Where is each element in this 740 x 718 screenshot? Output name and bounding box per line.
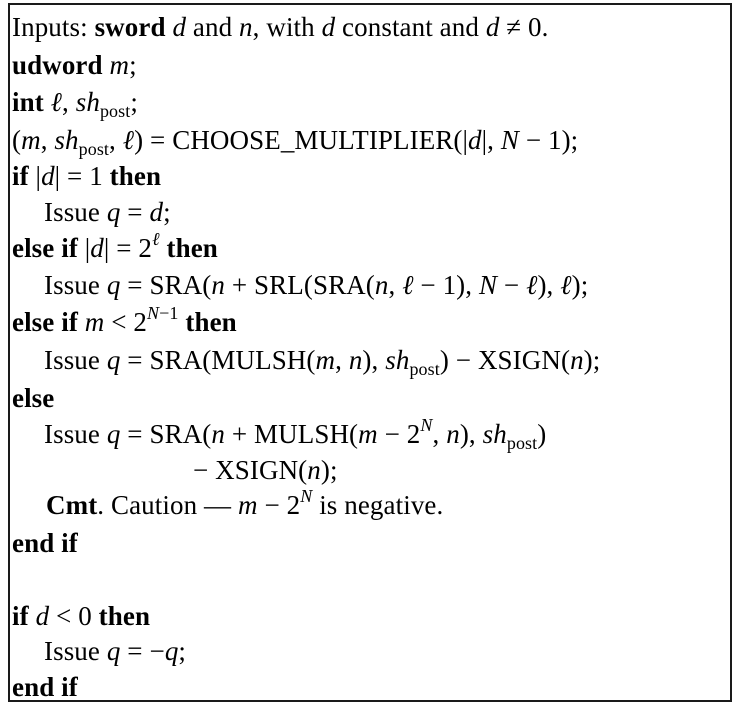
algo-line-issue-sra-srl: Issue q = SRA(n + SRL(SRA(n, ℓ − 1), N − ℓ), ℓ); [44,270,589,300]
algo-line-if-d-eq-1: if |d| = 1 then [12,161,162,191]
algo-line-int: int ℓ, $sh_{post}$; [12,87,138,121]
algo-line-if-d-negative: if d < 0 then [12,601,151,631]
algo-line-end-if-2: end if [12,672,78,702]
algo-line-udword: udword m; [12,50,137,80]
algo-line-end-if-1: end if [12,528,78,558]
algo-line-minus-xsign: − XSIGN(n); [193,455,338,485]
algo-line-issue-mulsh: Issue q = SRA(MULSH(m, n), $sh_{post}$) − XSIGN(n); [44,345,601,379]
algo-line-else: else [12,383,55,413]
algo-line-issue-negate: Issue q = −q; [44,636,187,666]
algo-line-comment: Cmt. Caution — $m - 2^N$ is negative. [46,486,444,520]
algo-line-issue-q-d: Issue q = d; [44,197,171,227]
algo-line-choose-multiplier: (m, $sh_{post}$, ℓ) = CHOOSE_MULTIPLIER(|d|, N − 1); [12,125,579,159]
algo-line-elseif-power-of-two: else if $|d| = 2^\ell$ then [12,229,218,263]
algo-line-inputs: Inputs: sword d and n, with d constant and d ≠ 0. [12,12,549,42]
algo-line-issue-mulsh-large: Issue q = SRA(n + MULSH(m − $2^N$, n), $sh_{post}$) [44,415,547,453]
algo-line-elseif-m-small: else if $m < 2^{N-1}$ then [12,303,237,337]
